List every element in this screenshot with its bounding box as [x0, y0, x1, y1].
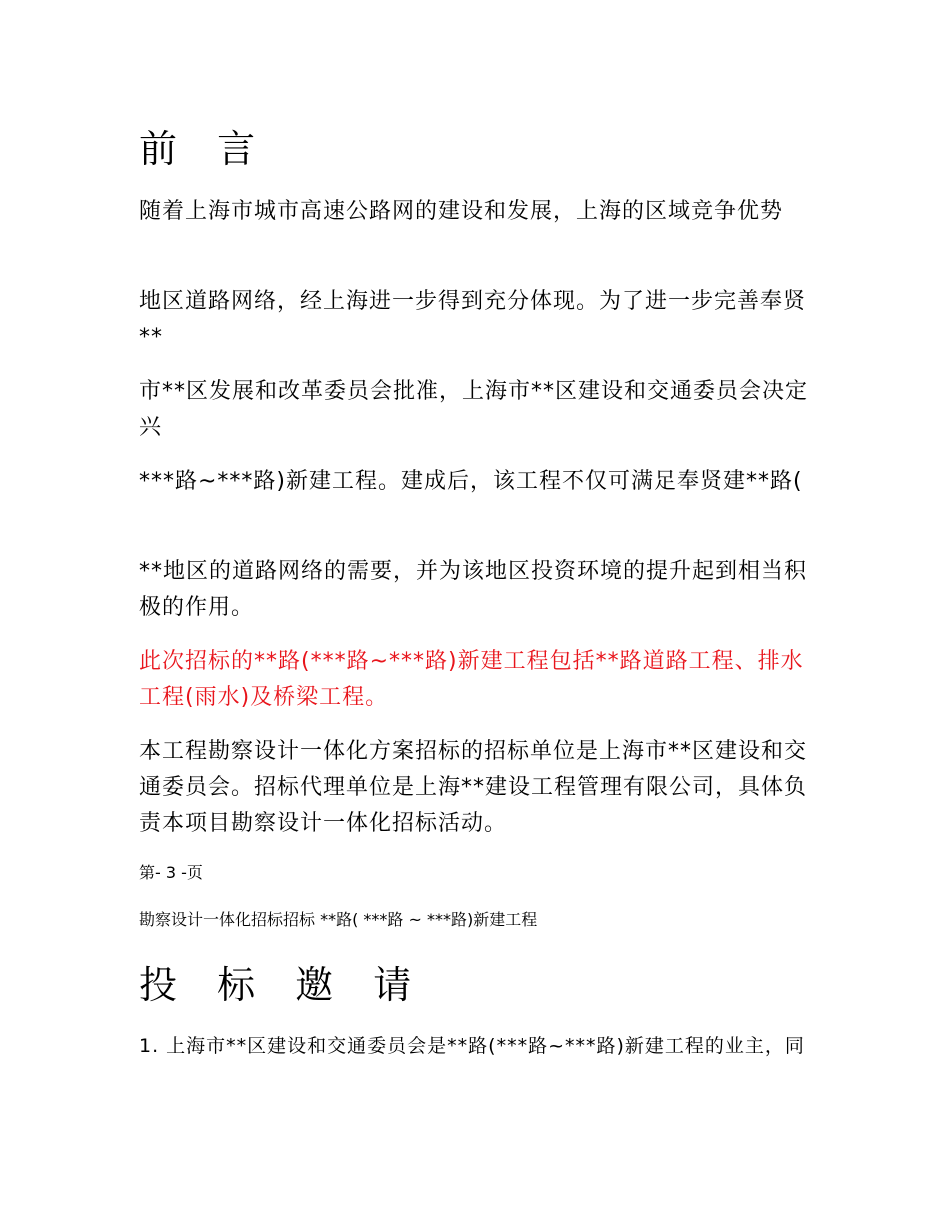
paragraph-1: 随着上海市城市高速公路网的建设和发展，上海的区域竞争优势 — [139, 199, 784, 224]
page-number: 第- 3 -页 — [139, 863, 203, 882]
highlight-paragraph: 此次招标的**路(***路~***路)新建工程包括**路道路工程、排水工程(雨水)及桥梁工程。 — [139, 649, 804, 710]
paragraph-3: 市**区发展和改革委员会批准，上海市**区建设和交通委员会决定兴 — [139, 379, 809, 440]
running-header: 勘察设计一体化招标招标 **路( ***路 ~ ***路)新建工程 — [139, 910, 538, 929]
paragraph-5: **地区的道路网络的需要，并为该地区投资环境的提升起到相当积极的作用。 — [139, 559, 808, 620]
paragraph-2: 地区道路网络，经上海进一步得到充分体现。为了进一步完善奉贤** — [139, 289, 807, 350]
paragraph-4: ***路~***路)新建工程。建成后，该工程不仅可满足奉贤建**路( — [139, 469, 803, 494]
section-title-preface: 前 言 — [139, 127, 270, 171]
section-title-invitation: 投 标 邀 请 — [139, 963, 426, 1007]
closing-paragraph: 本工程勘察设计一体化方案招标的招标单位是上海市**区建设和交通委员会。招标代理单位是上海**建设工程管理有限公司，具体负责本项目勘察设计一体化招标活动。 — [139, 739, 808, 836]
invitation-item-1: 1. 上海市**区建设和交通委员会是**路(***路~***路)新建工程的业主，同 — [139, 1035, 805, 1057]
